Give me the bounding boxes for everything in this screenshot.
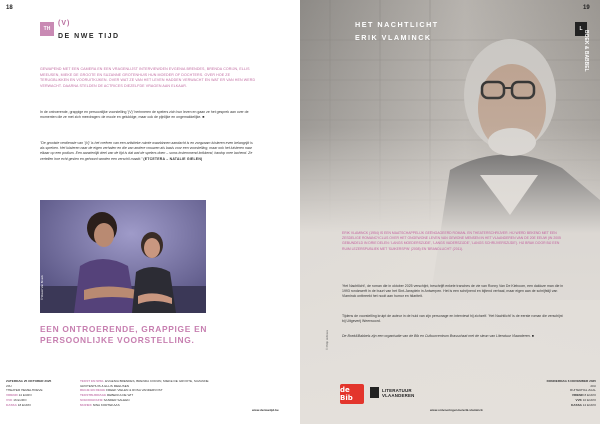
credit-value: SANDER SALEEN (103, 397, 130, 402)
event-info-right (528, 379, 596, 407)
price-value: 18 EURO (17, 402, 31, 407)
event-date: ZATERDAG 25 OKTOBER 2025 (6, 379, 52, 383)
pull-headline: EEN ONTROERENDE, GRAPPIGE EN PERSOONLIJKE VOORSTELLING. (40, 324, 208, 345)
price-row (528, 403, 596, 408)
credit-label: MUZIEK (80, 402, 92, 407)
book-title: HET NACHTLICHT (355, 20, 439, 29)
price-value: 14 EURO (18, 393, 32, 398)
credit-label: TEKST EN SPEL (80, 379, 105, 383)
bib-logo (340, 384, 364, 404)
right-page (300, 0, 600, 424)
show-subtitle: (V) (58, 20, 71, 27)
intro-paragraph: GEWAPEND MET EEN CAMERA EN EEN VRAGENLIJST INTERVIEWDEN EVGENIA BRENDES, BRENDA CORIJN, ELLIS MEEUSEN, MIEKE DE GROOTE EN SUZANNE GROTENHUIS HUN MOEDER OF DOCHTERS. OVER HOE ZE TERUGBLIKKEN EN VOORUITKIJKEN. OVER WAT ZE VAN HET LEVEN HADDEN VERWACHT EN WAT ER VAN HEN WERD VERWACHT. DAARNA STELDEN DE ACTRICES DIEZELFDE VRAGEN AAN ELKAAR. (40, 67, 256, 88)
performance-paragraph: Tijdens de voorstelling kruipt de auteur in de huid van zijn personage en interviewt hij zichzelf. 'Het Nachtlicht' is de eerste roman die verschijnt bij Uitgeverij Weerwoord. (342, 314, 563, 324)
price-value: 12 EURO (582, 402, 596, 407)
page-number-right: 19 (583, 5, 590, 11)
show-title: DE NWE TIJD (58, 33, 120, 40)
book-paragraph: 'Het Nachtlicht', de roman die in oktober 2025 verschijnt, beschrijft enkele tranches de vie van Ronny Van De Kieboom, een dakloze man die in 1993 rondzwerft in de buurt van het Sint-Jansplein in Antwerpen. Het is een schrijnend en bijtend verhaal, maar eigen aan de schrijfstijl van Vlaminck ontbreekt het nooit aan humor en hilariteit. (342, 284, 564, 299)
price-row (6, 403, 86, 408)
section-tag-theater: TH (40, 22, 54, 36)
performance-photo-illustration (40, 200, 206, 313)
price-label: VVK (6, 397, 13, 402)
bib-logo-text: de Bib (340, 386, 353, 402)
end-mark: ■ (531, 334, 534, 338)
quote-text: "De grootste verdienste van '(V)' is het creëren van een artistieke ruimte waarbinnen aandacht is en zorgzaam luisteren even belangrijk is als spreken. Het luisteren naar de eigen verhalen en die van andere vrouwen als basis voor een voorstelling, maar ook het luisteren naar elkaar op een podium. Een aanzienlijk deel van de tijd is dat wat de spelers doen – soms instemmend knikkend, hardop mee lachend. Ze vertellen hoe echt geslen en gehoord worden een verschil maakt." (40, 141, 253, 161)
body-text: In de ontroerende, grappige en persoonlijke voorstelling '(V)' herinneren de spelers zich hun leven en gaan ze het gesprek aan over de momenten die ze met zich meedragen: de mooie en gelukkige, maar ook de pijnlijke en ongemakkelijke. (40, 110, 249, 120)
logo-line: VLAANDEREN (382, 392, 415, 398)
event-venue: RUITERHAL ZAAL (569, 388, 596, 393)
credit-value: EVGENIA BRENDES, BRENDA CORIJN, MIEKE DE GROOTE, SUZANNE GROTENHUIS & ELLIS MEEUSEN (80, 379, 209, 388)
author-bio: ERIK VLAMINCK (1954) IS EEN MAATSCHAPPELIJK GEËNGAGEERD ROMAN- EN THEATERSCHRIJVER. HIJ WERD BEKEND MET EEN ZESDELIGE ROMANCYCLUS OVER HET ONGEWONE LEVEN VAN GEWONE MENSEN IN HET VLAANDEREN VAN DE 20E EEUW (IN 2005 GEBUNDELD IN DRIE DELEN: 'LANGS MOEDERSZIJDE', 'LANGS VADERSZIJDE', 'LANGS SCHRIJVERSZIJDE'). HIJ BRAK DOOR BIJ EEN RUIM LEZERSPUBLIEK MET 'SUIKERSPIN' (2008) EN 'BRANDLUCHT' (2011). (342, 231, 561, 251)
organizer-text: De Boek&Babbels zijn een organisatie van de Bib en Cultuurcentrum Brasschaat met de steun van Literatuur Vlaanderen. (342, 334, 531, 338)
website-link-left[interactable]: www.denwetijd.be (252, 408, 279, 412)
review-quote (40, 141, 258, 162)
credit-value: REBEKKA DE WIT (107, 393, 134, 398)
author-portrait-background (300, 0, 600, 424)
price-value: 10 EURO (582, 397, 596, 402)
end-mark: ■ (202, 115, 205, 120)
website-link-right[interactable]: www.ontvoeringen.be/erik-vlaminck (430, 408, 483, 412)
price-label: VRIEND (6, 393, 18, 398)
literatuur-logo-mark (370, 387, 379, 398)
event-venue: THEATER HEMELHOEVE (6, 388, 43, 393)
photo-credit-right: © Philip Hofmans (326, 329, 329, 350)
organizer-paragraph (342, 334, 567, 339)
literatuur-logo-text (382, 388, 415, 398)
price-label: VRIEND (571, 393, 584, 398)
credit-label: REGIE EN REGIE (80, 388, 106, 393)
production-credits (80, 379, 220, 407)
vertical-label-text: BOEK & BABBEL (583, 30, 589, 72)
logo-line: LITERATUUR (382, 387, 412, 393)
credit-label: SCENOGRAFIE (80, 397, 103, 402)
credit-label: TEKSTBIJDRAGE (80, 393, 107, 398)
vertical-section-label (578, 30, 590, 70)
literatuur-vlaanderen-logo (370, 387, 415, 398)
price-value: 16 EURO (13, 397, 27, 402)
credit-value: FREEK VIELEN & ROSA VANDERVOST (106, 388, 163, 393)
credit-row (80, 403, 220, 408)
page-number-left: 18 (6, 5, 13, 11)
event-time: 20U (6, 383, 12, 388)
price-value: 8 EURO (584, 393, 596, 398)
quote-source: (ETCETERA – NATALIE GIELEN) (143, 156, 203, 161)
event-time: 20U (590, 383, 596, 388)
price-label: KASSA (6, 402, 17, 407)
event-date: DONDERDAG 6 NOVEMBER 2025 (546, 379, 596, 383)
photo-credit-left: © Wouter Van Broeck (41, 275, 44, 300)
credit-value: NINA KORTEKAAS (92, 402, 120, 407)
price-label: VVK (575, 397, 582, 402)
author-name: ERIK VLAMINCK (355, 33, 432, 42)
body-paragraph (40, 110, 258, 120)
price-label: KASSA (571, 402, 582, 407)
performance-photo (40, 200, 206, 313)
event-info-left (6, 379, 86, 407)
section-tag-literature: L (575, 22, 587, 36)
credit-row (80, 379, 220, 388)
